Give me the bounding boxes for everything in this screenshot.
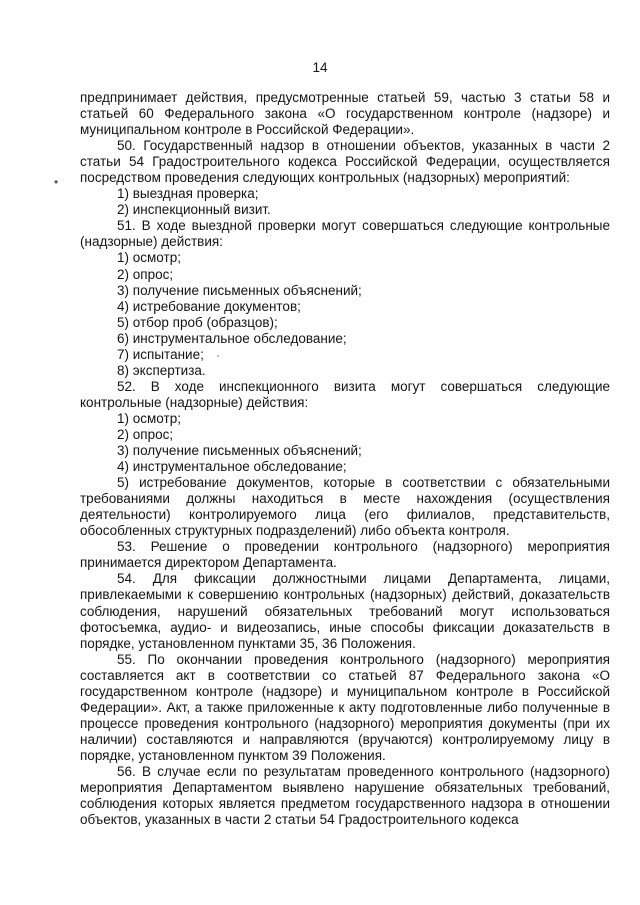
- list-item: 2) опрос;: [117, 426, 174, 442]
- document-body: [80, 90, 610, 828]
- page-number: 14: [312, 60, 328, 75]
- paragraph-55: 55. По окончании проведения контрольного (надзорного) мероприятия составляется акт в соответствии со статьей 87 Федерального закона «О государственном контроле (надзоре) и муниципальном контроле в Российской Федерации». Акт, а также приложенные к акту подготовленные либо полученные в процессе проведения контрольного (надзорного) мероприятия документы (при их наличии) составляются и направляются (вручаются) контролируемому лицу в порядке, установленном пунктом 39 Положения.: [80, 651, 610, 763]
- list-item-5-extended: 5) истребование документов, которые в соответствии с обязательными требованиями должны находиться в месте нахождения (осуществления деятельности) контролируемого лица (его филиалов, представительств, обособленных структурных подразделений) либо объекта контроля.: [80, 475, 610, 539]
- paragraph-54: 54. Для фиксации должностными лицами Департамента, лицами, привлекаемыми к совершению контрольных (надзорных) действий, доказательств соблюдения, нарушений обязательных требований могут использоваться фотосъемка, аудио- и видеозапись, иные способы фиксации доказательств в порядке, установленном пунктами 35, 36 Положения.: [80, 571, 610, 651]
- list-item: 3) получение письменных объяснений;: [117, 443, 362, 459]
- list-item: 1) выездная проверка;: [117, 186, 259, 202]
- paragraph-56: 56. В случае если по результатам проведенного контрольного (надзорного) мероприятия Департаментом выявлено нарушение обязательных требований, соблюдения которых является предметом государственного надзора в отношении объектов, указанных в части 2 статьи 54 Градостроительного кодекса: [80, 763, 610, 828]
- paragraph-continuation: предпринимает действия, предусмотренные статьей 59, частью 3 статьи 58 и статьей 60 Федерального закона «О государственном контроле (надзоре) и муниципальном контроле в Российской Федерации».: [80, 90, 610, 138]
- list-item: 4) инструментальное обследование;: [117, 459, 347, 475]
- paragraph-53: 53. Решение о проведении контрольного (надзорного) мероприятия принимается директором Департамента.: [80, 539, 610, 571]
- list-item: 4) истребование документов;: [117, 298, 301, 314]
- paragraph-52: 52. В ходе инспекционного визита могут совершаться следующие контрольные (надзорные) действия:: [80, 378, 610, 410]
- list-item: 8) экспертиза.: [117, 362, 206, 378]
- list-item: 2) инспекционный визит.: [117, 202, 271, 218]
- list-item: 1) осмотр;: [117, 250, 181, 266]
- list-item: 6) инструментальное обследование;: [117, 330, 347, 346]
- paragraph-51: 51. В ходе выездной проверки могут совершаться следующие контрольные (надзорные) действия:: [80, 218, 610, 250]
- list-item: 5) отбор проб (образцов);: [117, 314, 278, 330]
- scan-artifact-dot: •: [54, 175, 59, 189]
- list-item: 3) получение письменных объяснений;: [117, 282, 362, 298]
- paragraph-50: 50. Государственный надзор в отношении объектов, указанных в части 2 статьи 54 Градостроительного кодекса Российской Федерации, осуществляется посредством проведения следующих контрольных (надзорных) мероприятий:: [80, 138, 610, 186]
- scan-artifact-dot: ·: [216, 348, 220, 362]
- list-item: 1) осмотр;: [117, 410, 181, 426]
- list-item: 2) опрос;: [117, 266, 174, 282]
- list-item: 7) испытание;: [117, 346, 204, 362]
